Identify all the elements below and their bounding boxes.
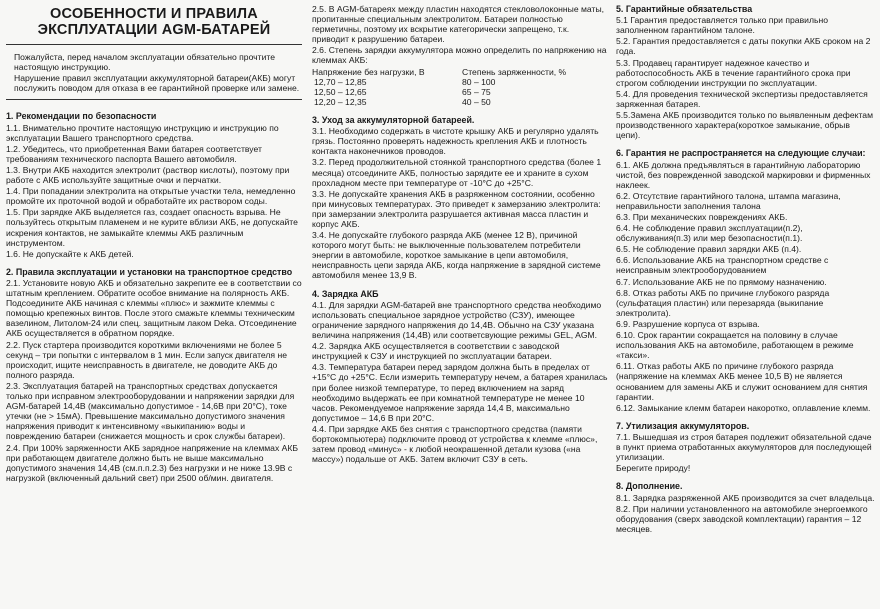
section-item: 1.6. Не допускайте к АКБ детей. [6,248,134,259]
section-item: 1.4. При попадании электролита на открытые участки тела, немедленно промойте их проточной водой и обработайте их раствором соды. [6,186,296,207]
section-item: 1.3. Внутри АКБ находится электролит (раствор кислоты), поэтому при работе с АКБ используйте защитные очки и перчатки. [6,164,290,186]
section-heading: 8. Дополнение. [616,481,683,492]
section-item: 6.12. Замыкание клемм батареи накоротко, оплавление клемм. [616,402,871,413]
section-item: 2.2. Пуск стартера производится короткими включениями не более 5 секунд – три попытки с интервалом в 1 мин. Если запуск двигателя не происходит, ищите неисправность в двигателе, не доводите АКБ до полного разряда. [6,339,287,380]
section-heading: 2. Правила эксплуатации и установки на транспортное средство [6,266,293,277]
section-item: 6.4. Не соблюдение правил эксплуатации(п.2), обслуживания(п.3) или мер безопасности(п.1). [616,223,803,244]
section-addendum [616,481,876,534]
table-header-voltage: Напряжение без нагрузки, В [312,66,425,77]
section-charging [312,289,608,465]
section-recycling [616,421,876,474]
section-item: 2.5. В AGM-батареях между пластин находятся стекловолоконные маты, пропитанные специальным электролитом. Батареи полностью герметичны, поэтому их вскрытие категорически запрещено, т.к. приводит к разрушению батареи. [312,4,605,45]
section-care [312,115,608,281]
section-heading: 5. Гарантийные обязательства [616,4,753,14]
section-item: 4.3. Температура батареи перед зарядом должна быть в пределах от +15°С до +25°С. Если измерить температуру нечем, а батарея хранилась при более низкой температуре, то перед включением на заряд необходимо выдержать ее при комнатной температуре не менее 10 часов. Рекомендуемое напряжение заряда 14,4 В, максимально допустимое – 14,6 В при 20°С. [312,362,608,423]
column-left [6,4,302,484]
section-item: 1.2. Убедитесь, что приобретенная Вами батарея соответствует требованиям технического паспорта Вашего автомобиля. [6,143,262,164]
table-cell-voltage: 12,70 – 12,85 [314,76,367,87]
section-item: 1.5. При зарядке АКБ выделяется газ, создает опасность взрыва. Не пользуйтесь открытым пламенем и не курите вблизи АКБ, не допускайте искрения контактов, не замыкайте клеммы АКБ различным инструментом. [6,207,298,248]
section-heading: 1. Рекомендации по безопасности [6,111,157,122]
section-item: 4.1. Для зарядки AGM-батарей вне транспортного средства необходимо использовать специальное зарядное устройство (СЗУ), имеющее ограничение зарядного напряжения до 14,4В. Обычно на СЗУ указана величина напряжения (14,4В) или соответсвующие режимы GEL, AGM. [312,299,602,341]
table-cell-charge: 80 – 100 [462,76,496,87]
table-cell-voltage: 12,50 – 12,65 [314,86,367,97]
table-cell-voltage: 12,20 – 12,35 [314,96,367,107]
intro-paragraph: Пожалуйста, перед началом эксплуатации обязательно прочтите настоящую инструкцию. [14,52,275,73]
section-item: 3.2. Перед продолжительной стоянкой транспортного средства (более 1 месяца) отсоедините АКБ, полностью зарядите ее и храните в сухом прохладном месте при температуре от -10°С до +25°С. [312,157,602,188]
table-header-charge: Степень заряженности, % [462,66,567,77]
section-item: 4.4. При зарядке АКБ без снятия с транспортного средства (памяти бортокомпьютера) подключите провод от устройства к клемме «плюс», затем провод «минус» - к любой неокрашенной детали кузова («на массу») подальше от АКБ. Затем включит СЗУ в сеть. [312,423,598,465]
charge-level-table [312,67,608,107]
section-item: 5.4. Для проведения технической экспертизы предоставляется заряженная батарея. [616,88,868,109]
section-safety [6,111,302,258]
section-item: 6.9. Разрушение корпуса от взрыва. [616,318,760,329]
section-item: 6.11. Отказ работы АКБ по причине глубокого разряда (напряжение на клеммах АКБ менее 10,5 В) не является основанием для замены АКБ и служит основанием для снятия гарантии. [616,361,868,402]
section-heading: 3. Уход за аккумуляторной батареей. [312,114,475,125]
section-item: 6.3. При механических повреждениях АКБ. [616,212,788,222]
section-item: 6.7. Использование АКБ не по прямому назначению. [616,276,827,287]
section-item: 8.1. Зарядка разряженной АКБ производится за счет владельца. [616,492,875,503]
section-item: 6.10. Срок гарантии сокращается на половину в случае использования АКБ на автомобиле, работающем в режиме «такси». [616,330,854,361]
intro-text [6,52,302,93]
section-item: 5.5.Замена АКБ производится только по выявленным дефектам производственного характера(короткое замыкание, обрыв цепи). [616,110,873,141]
section-item: 6.5. Не соблюдение правил зарядки АКБ (п.4). [616,244,802,255]
section-item: 2.4. При 100% заряженности АКБ зарядное напряжение на клеммах АКБ при работающем двигателе должно быть не выше максимально допустимого значения 14,4В (см.п.п.2.3) без нагрузки и не ниже 13.9В с нагрузкой (включенный дальний свет) при 2500 об/мин. двигателя. [6,442,299,483]
section-item: 6.8. Отказ работы АКБ по причине глубокого разряда (сульфатация пластин) или перезаряда (выкипание электролита). [616,287,830,318]
intro-paragraph: Нарушение правил эксплуатации аккумуляторной батареи(АКБ) могут послужить поводом для отказа в ее гарантийной проверке или замене. [14,73,300,94]
intro-divider [6,99,302,100]
page-title [6,6,302,38]
section-heading: 7. Утилизация аккумуляторов. [616,420,750,431]
section-item: 1.1. Внимательно прочтите настоящую инструкцию и инструкцию по эксплуатации Вашего транспортного средства. [6,122,279,143]
section-heading: 6. Гарантия не распространяется на следующие случаи: [616,148,866,159]
section-heading: 4. Зарядка АКБ [312,288,379,299]
table-cell-charge: 40 – 50 [462,96,491,107]
section-item: 6.6. Использование АКБ на транспортном средстве с неисправным электрооборудованием [616,255,829,276]
table-cell-charge: 65 – 75 [462,86,491,97]
section-installation [6,267,302,483]
section-item: 6.2. Отсутствие гарантийного талона, штампа магазина, неправильности заполнения талона [616,190,841,211]
section-item: 5.2. Гарантия предоставляется с даты покупки АКБ сроком на 2 года. [616,36,871,57]
section-item: Берегите природу! [616,463,691,474]
column-middle [312,4,608,465]
section-item: 5.3. Продавец гарантирует надежное качество и работоспособность АКБ в течение гарантийного срока при строгом соблюдении инструкции по эксплуатации. [616,57,851,88]
section-item: 2.3. Эксплуатация батарей на транспортных средствах допускается только при исправном электрооборудовании и напряжении зарядки для AGM-батарей 14,4В (максимально допустимое - 14,6В при 20°С), токе утечки (не > 15мА). Превышение максимально допустимого значения напряжения приводит к интенсивному «выкипанию» воды и повреждению батареи (снижается мощность и срок службы батареи). [6,380,295,442]
title-line-2: ЭКСПЛУАТАЦИИ AGM-БАТАРЕЙ [37,22,271,38]
title-divider [6,44,302,45]
section-warranty [616,4,876,140]
section-item: 7.1. Вышедшая из строя батарея подлежит обязательной сдаче в пункт приема отработанных аккумуляторов для последующей утилизации. [616,431,872,463]
section-item: 5.1 Гарантия предоставляется только при правильно заполненном гарантийном талоне. [616,15,828,36]
section-item: 2.1. Установите новую АКБ и обязательно закрепите ее в соответствии со штатным креплением. Обратите особое внимание на полярность АКБ. Подсоедините АКБ начиная с клеммы «плюс» и зажмите клеммы с помощью крепежных винтов. После этого смажьте клеммы техническим вазелином, Литолом-24 или спец. защитным лаком Deka. Отсоединение АКБ осуществляется в обратном порядке. [6,278,302,339]
section-item: 3.1. Необходимо содержать в чистоте крышку АКБ и регулярно удалять грязь. Постоянно проверять надежность крепления АКБ и плотность контакта наконечников проводов. [312,126,599,157]
section-item: 3.4. Не допускайте глубокого разряда АКБ (менее 12 В), причиной которого могут быть: не выключенные пользователем потребители энергии в автомобиле, короткое замыкание в цепи автомобиля, неисправность цепи заряда АКБ, когда напряжение в зарядной системе автомобиля менее 13,9 В. [312,230,601,281]
title-line-1: ОСОБЕННОСТИ И ПРАВИЛА [50,6,258,22]
column-right [616,4,876,535]
section-warranty-exclusions [616,148,876,412]
section-item: 6.1. АКБ должна предъявляться в гарантийную лабораторию чистой, без поврежденной заводской маркировки и фирменных наклеек. [616,159,871,190]
section-item: 8.2. При наличии установленного на автомобиле энергоемкого оборудования (сверх заводской комплектации) гарантия – 12 месяцев. [616,503,868,534]
section-item: 2.6. Степень зарядки аккумулятора можно определить по напряжению на клеммах АКБ: [312,45,607,66]
section-item: 3.3. Не допускайте хранения АКБ в разряженном состоянии, особенно при минусовых температурах. Это приведет к замерзанию электролита: при замерзании электролита разрушается активная масса пластин и корпус АКБ. [312,188,601,229]
section-item: 4.2. Зарядка АКБ осуществляется в соответствии с заводской инструкцией к СЗУ и инструкцией по эксплуатации батареи. [312,341,560,362]
